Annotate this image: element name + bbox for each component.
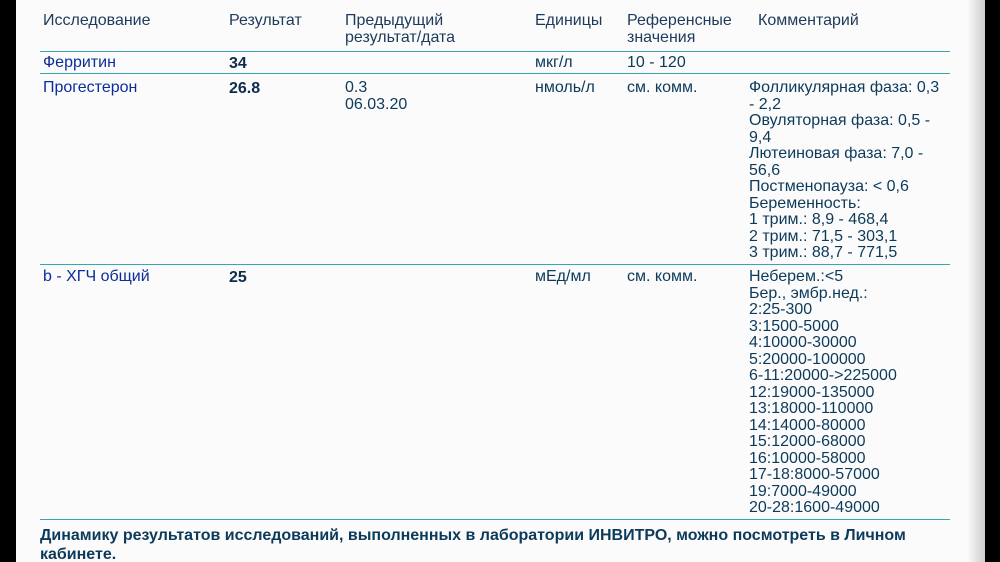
row-3-reference: см. комм.: [627, 268, 698, 285]
header-reference: Референсные значения: [627, 12, 732, 46]
row-2-previous: 0.3 06.03.20: [345, 79, 408, 113]
divider-row-1: [40, 73, 950, 74]
row-3-name: b - ХГЧ общий: [43, 268, 150, 285]
header-comment: Комментарий: [758, 12, 859, 29]
row-3-comment: Неберем.:<5 Бер., эмбр.нед.: 2:25-300 3:1500-5000 4:10000-30000 5:20000-100000 6-11:20000->225000 12:19000-135000 13:18000-110000 14:14000-80000 15:12000-68000 16:10000-58000 17-18:8000-57000 19:7000-49000 20-28:1600-49000: [749, 268, 897, 516]
lab-report-page: [16, 0, 985, 562]
header-units: Единицы: [535, 12, 603, 29]
row-1-reference: 10 - 120: [627, 54, 686, 71]
header-result: Результат: [229, 12, 302, 29]
header-previous: Предыдущий результат/дата: [345, 12, 456, 46]
divider-row-3: [40, 519, 950, 520]
row-1-name: Ферритин: [43, 54, 116, 71]
row-3-result: 25: [229, 269, 247, 286]
row-1-units: мкг/л: [535, 54, 573, 71]
divider-header: [40, 51, 950, 52]
row-2-comment: Фолликулярная фаза: 0,3 - 2,2 Овуляторная фаза: 0,5 - 9,4 Лютеиновая фаза: 7,0 - 56,6 Постменопауза: < 0,6 Беременность: 1 трим.: 8,9 - 468,4 2 трим.: 71,5 - 303,1 3 трим.: 88,7 - 771,5: [749, 79, 940, 261]
row-1-result: 34: [229, 55, 247, 72]
divider-row-2: [40, 264, 950, 265]
row-2-reference: см. комм.: [627, 79, 698, 96]
row-2-result: 26.8: [229, 80, 261, 97]
footer-note: Динамику результатов исследований, выполненных в лаборатории ИНВИТРО, можно посмотреть в Личном кабинете.: [40, 527, 906, 562]
row-3-units: мЕд/мл: [535, 268, 591, 285]
header-study: Исследование: [43, 12, 151, 29]
row-2-name: Прогестерон: [43, 79, 138, 96]
row-2-units: нмоль/л: [535, 79, 595, 96]
page-edge-shadow: [967, 0, 985, 562]
